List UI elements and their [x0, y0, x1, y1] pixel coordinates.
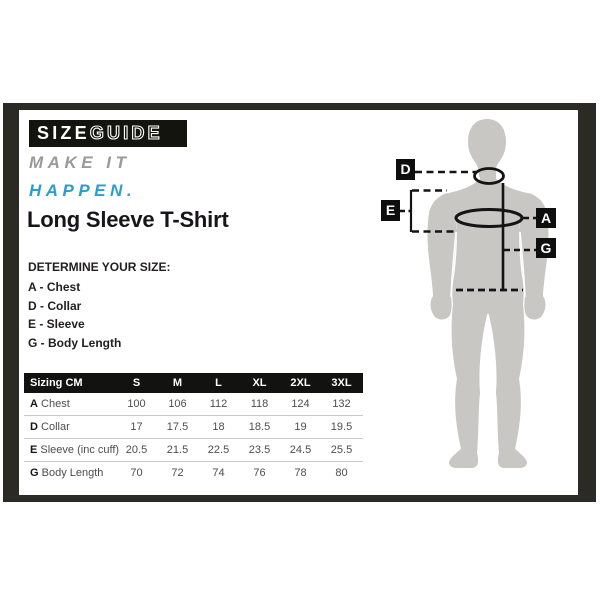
table-row-sleeve [24, 439, 363, 462]
marker-chest: A [536, 208, 556, 228]
cell-value: 17.5 [166, 421, 189, 433]
cell-value: 74 [212, 467, 225, 479]
row-label: Chest [41, 398, 70, 410]
cell-value: 25.5 [330, 444, 353, 456]
marker-sleeve: E [381, 200, 400, 221]
cell-value: 106 [168, 398, 187, 410]
cell-value: 18.5 [248, 421, 271, 433]
marker-collar: D [396, 159, 415, 180]
size-table [24, 373, 363, 484]
legend-item-chest: A - Chest [28, 280, 81, 294]
cell-value: 112 [209, 398, 228, 410]
table-row-chest [24, 393, 363, 416]
cell-value: 100 [127, 398, 146, 410]
brand-logo-primary: SIZE [37, 123, 90, 143]
column-header: M [172, 377, 183, 389]
row-label: Collar [41, 421, 70, 433]
legend-item-sleeve: E - Sleeve [28, 317, 85, 331]
column-header: 3XL [331, 377, 352, 389]
legend-item-collar: D - Collar [28, 298, 82, 313]
legend-item-body-length: G - Body Length [28, 335, 122, 350]
row-key: D [30, 421, 38, 433]
tagline-line1: MAKE IT [29, 153, 131, 172]
left-arm-shape [428, 193, 457, 319]
column-header: XL [252, 377, 267, 389]
cell-value: 19.5 [330, 421, 353, 433]
cell-value: 24.5 [289, 444, 312, 456]
row-label: Sleeve (inc cuff) [40, 444, 120, 456]
marker-body-length: G [536, 238, 556, 258]
legend-heading: DETERMINE YOUR SIZE: [28, 260, 171, 274]
column-header: 2XL [290, 377, 311, 389]
table-row-body-length [24, 462, 363, 484]
cell-value: 80 [335, 467, 348, 479]
cell-value: 23.5 [248, 444, 271, 456]
cell-value: 132 [332, 398, 351, 410]
tagline-line2: HAPPEN. [29, 181, 137, 200]
column-header: S [132, 377, 141, 389]
size-table-header [24, 373, 363, 393]
column-header: Sizing CM [30, 377, 83, 389]
row-key: E [30, 444, 38, 456]
cell-value: 124 [291, 398, 310, 410]
page-title: Long Sleeve T-Shirt [27, 207, 229, 232]
legend-list [28, 278, 121, 352]
row-label: Body Length [41, 467, 104, 479]
body-silhouette [428, 119, 549, 468]
row-key: G [30, 467, 39, 479]
table-row-collar [24, 416, 363, 439]
row-key: A [30, 398, 38, 410]
brand-logo-secondary: GUIDE [89, 123, 163, 143]
cell-value: 70 [130, 467, 143, 479]
cell-value: 78 [294, 467, 307, 479]
cell-value: 72 [171, 467, 184, 479]
cell-value: 21.5 [166, 444, 189, 456]
cell-value: 118 [250, 398, 269, 410]
cell-value: 76 [253, 467, 266, 479]
cell-value: 22.5 [207, 444, 230, 456]
cell-value: 20.5 [125, 444, 148, 456]
column-header: L [215, 377, 222, 389]
brand-logo [29, 120, 187, 147]
cell-value: 18 [212, 421, 225, 433]
cell-value: 17 [130, 421, 143, 433]
cell-value: 19 [294, 421, 307, 433]
